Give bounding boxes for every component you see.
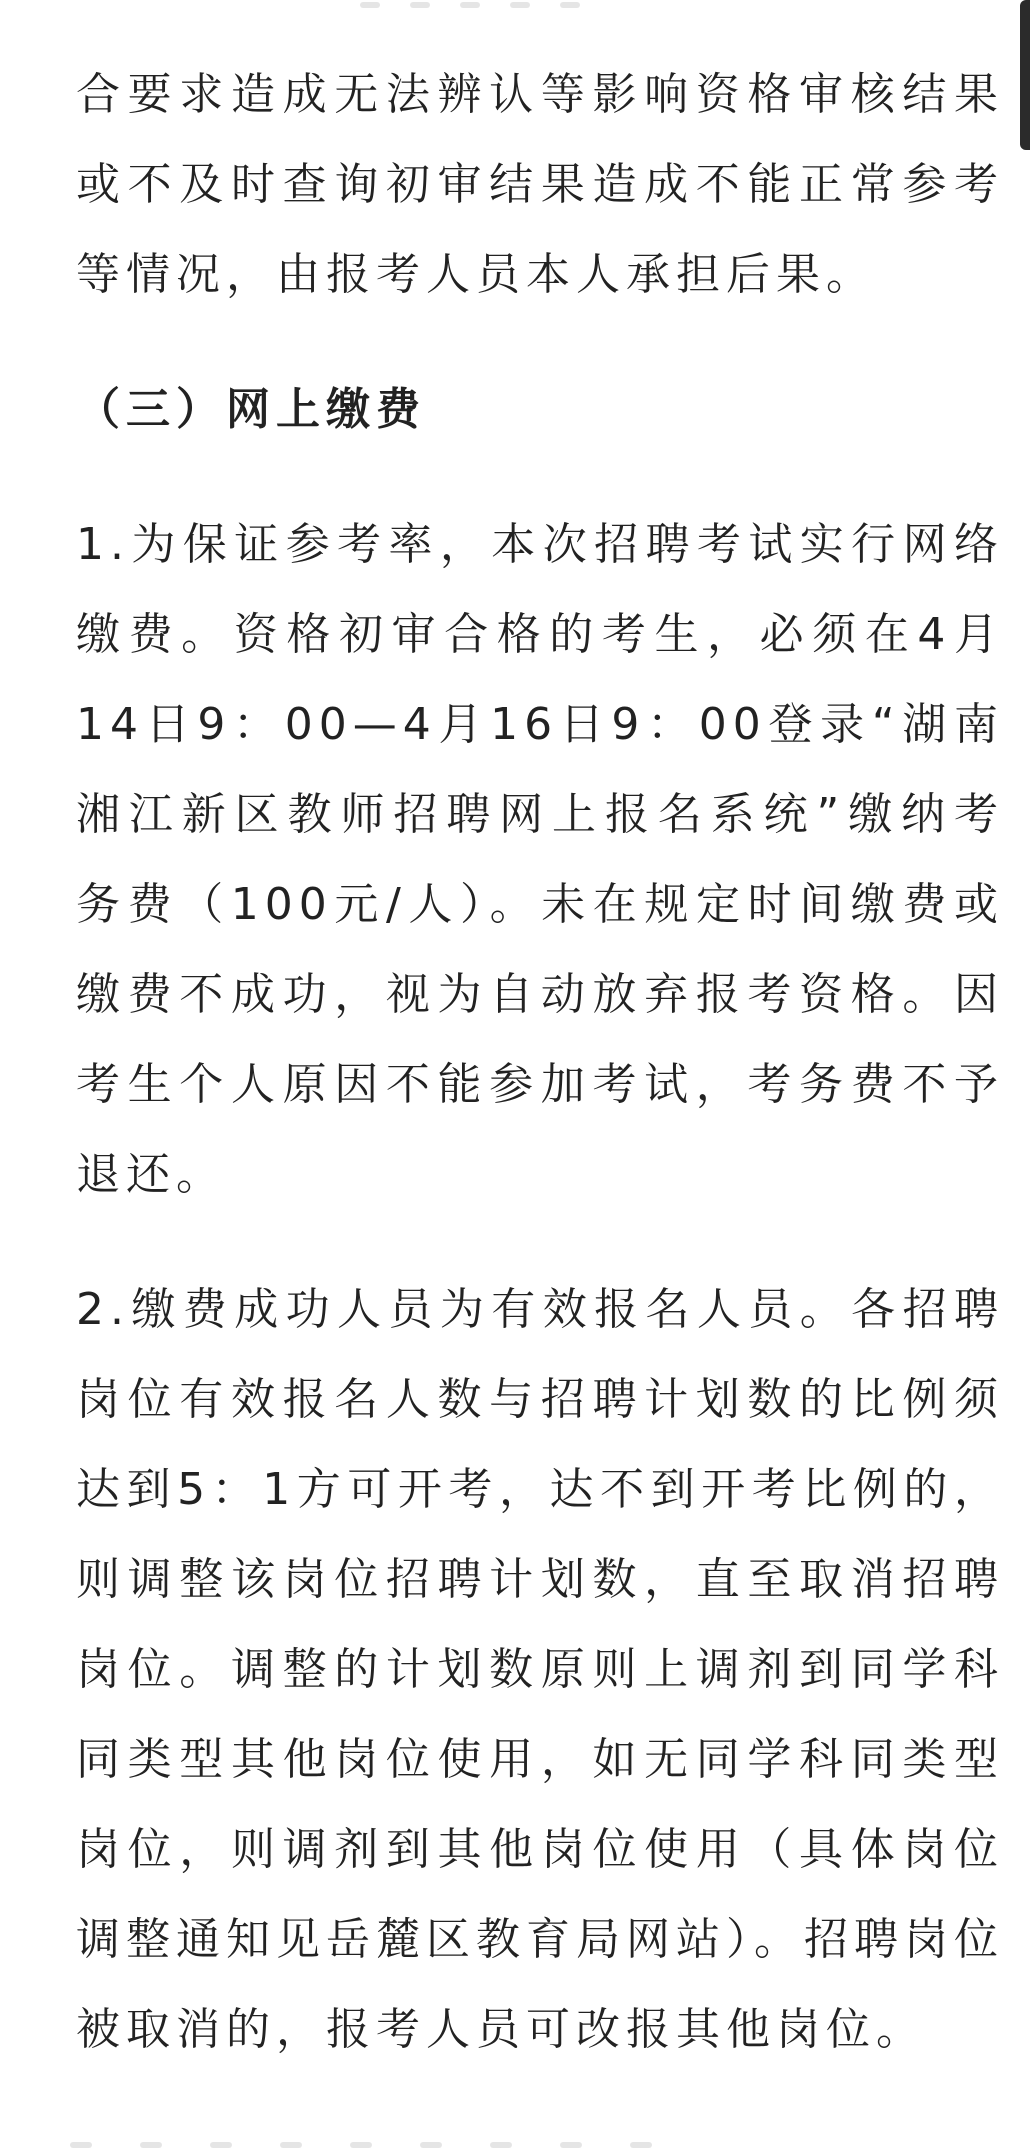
article-body [76,50,1004,2075]
cropped-text-remnant-bottom [70,2142,770,2151]
cropped-text-remnant-top [360,2,680,16]
paragraph-continued: 合要求造成无法辨认等影响资格审核结果或不及时查询初审结果造成不能正常参考等情况，由报考人员本人承担后果。 [76,69,1004,300]
section-heading: （三）网上缴费 [76,384,426,435]
paragraph-item-1: 1.为保证参考率，本次招聘考试实行网络缴费。资格初审合格的考生，必须在4月14日9：00—4月16日9：00登录“湖南湘江新区教师招聘网上报名系统”缴纳考务费（100元/人）。未在规定时间缴费或缴费不成功，视为自动放弃报考资格。因考生个人原因不能参加考试，考务费不予退还。 [76,519,1004,1200]
scroll-handle[interactable] [1020,0,1030,150]
paragraph-item-2: 2.缴费成功人员为有效报名人员。各招聘岗位有效报名人数与招聘计划数的比例须达到5：1方可开考，达不到开考比例的，则调整该岗位招聘计划数，直至取消招聘岗位。调整的计划数原则上调剂到同学科同类型其他岗位使用，如无同学科同类型岗位，则调剂到其他岗位使用（具体岗位调整通知见岳麓区教育局网站）。招聘岗位被取消的，报考人员可改报其他岗位。 [76,1284,1004,2055]
